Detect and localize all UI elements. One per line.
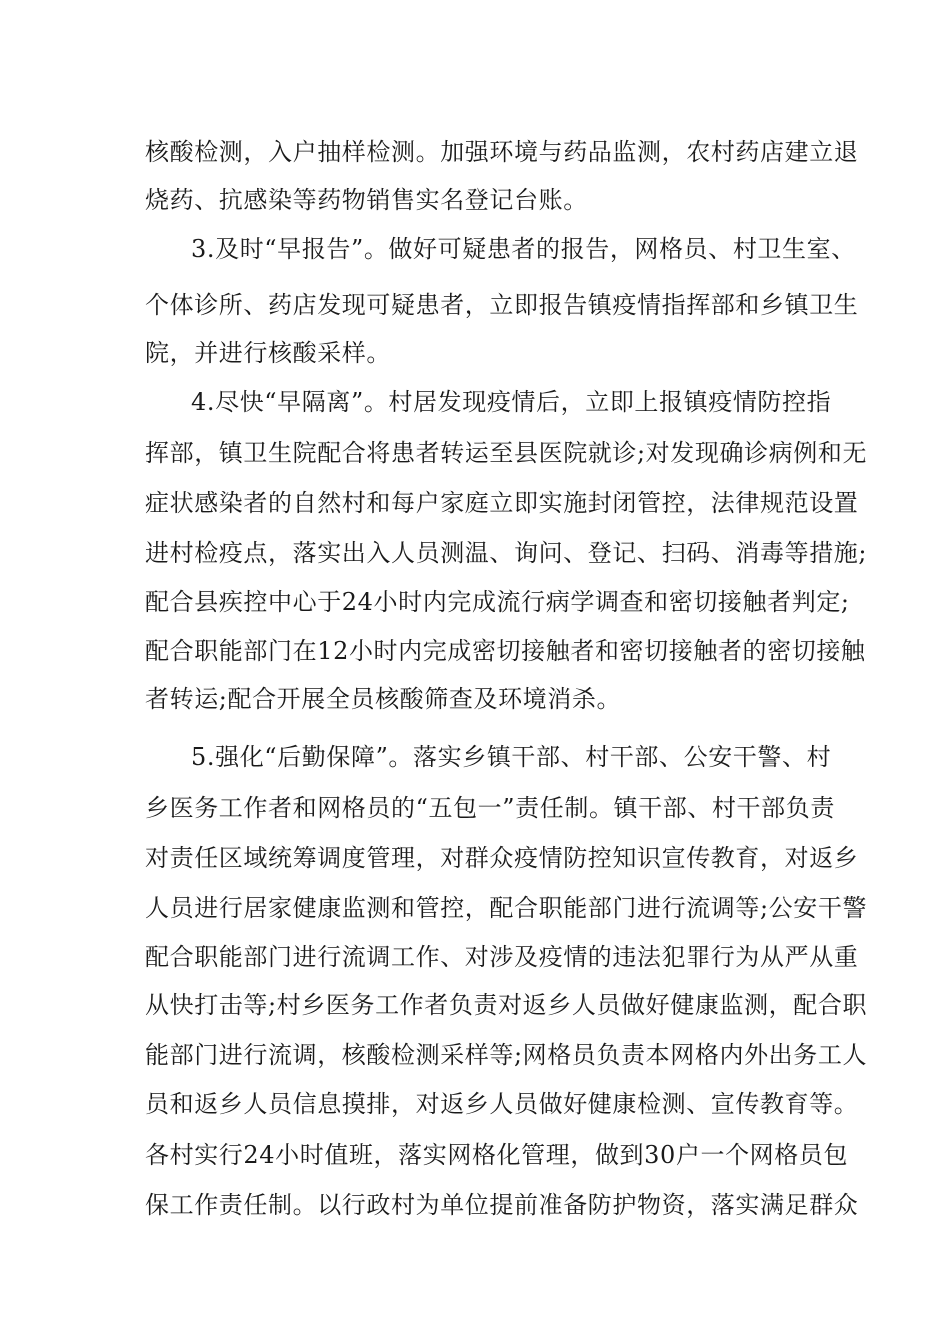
paragraph-5-start: 5.强化“后勤保障”。落实乡镇干部、村干部、公安干警、村 (191, 743, 832, 771)
body-text-line: 核酸检测，入户抽样检测。加强环境与药品监测，农村药店建立退 (145, 138, 859, 166)
body-text-line: 各村实行24小时值班，落实网格化管理，做到30户一个网格员包 (145, 1141, 849, 1169)
paragraph-3-start: 3.及时“早报告”。做好可疑患者的报告，网格员、村卫生室、 (191, 235, 856, 263)
body-text-line: 保工作责任制。以行政村为单位提前准备防护物资，落实满足群众 (145, 1191, 859, 1219)
paragraph-4-start: 4.尽快“早隔离”。村居发现疫情后，立即上报镇疫情防控指 (191, 388, 832, 416)
body-text-line: 对责任区域统筹调度管理，对群众疫情防控知识宣传教育，对返乡 (145, 844, 859, 872)
body-text-line: 症状感染者的自然村和每户家庭立即实施封闭管控，法律规范设置 (145, 489, 859, 517)
body-text-line: 人员进行居家健康监测和管控，配合职能部门进行流调等;公安干警 (145, 894, 868, 922)
body-text-line: 者转运;配合开展全员核酸筛查及环境消杀。 (145, 685, 622, 713)
body-text-line: 配合职能部门进行流调工作、对涉及疫情的违法犯罪行为从严从重 (145, 943, 859, 971)
body-text-line: 配合县疾控中心于24小时内完成流行病学调查和密切接触者判定; (145, 588, 850, 616)
body-text-line: 能部门进行流调，核酸检测采样等;网格员负责本网格内外出务工人 (145, 1041, 868, 1069)
body-text-line: 个体诊所、药店发现可疑患者，立即报告镇疫情指挥部和乡镇卫生 (145, 291, 859, 319)
body-text-line: 院，并进行核酸采样。 (145, 339, 391, 367)
body-text-line: 进村检疫点，落实出入人员测温、询问、登记、扫码、消毒等措施; (145, 539, 868, 567)
body-text-line: 烧药、抗感染等药物销售实名登记台账。 (145, 186, 588, 214)
body-text-line: 配合职能部门在12小时内完成密切接触者和密切接触者的密切接触 (145, 637, 866, 665)
body-text-line: 员和返乡人员信息摸排，对返乡人员做好健康检测、宣传教育等。 (145, 1090, 859, 1118)
body-text-line: 从快打击等;村乡医务工作者负责对返乡人员做好健康监测，配合职 (145, 991, 868, 1019)
body-text-line: 乡医务工作者和网格员的“五包一”责任制。镇干部、村干部负责 (145, 794, 835, 822)
body-text-line: 挥部，镇卫生院配合将患者转运至县医院就诊;对发现确诊病例和无 (145, 439, 868, 467)
